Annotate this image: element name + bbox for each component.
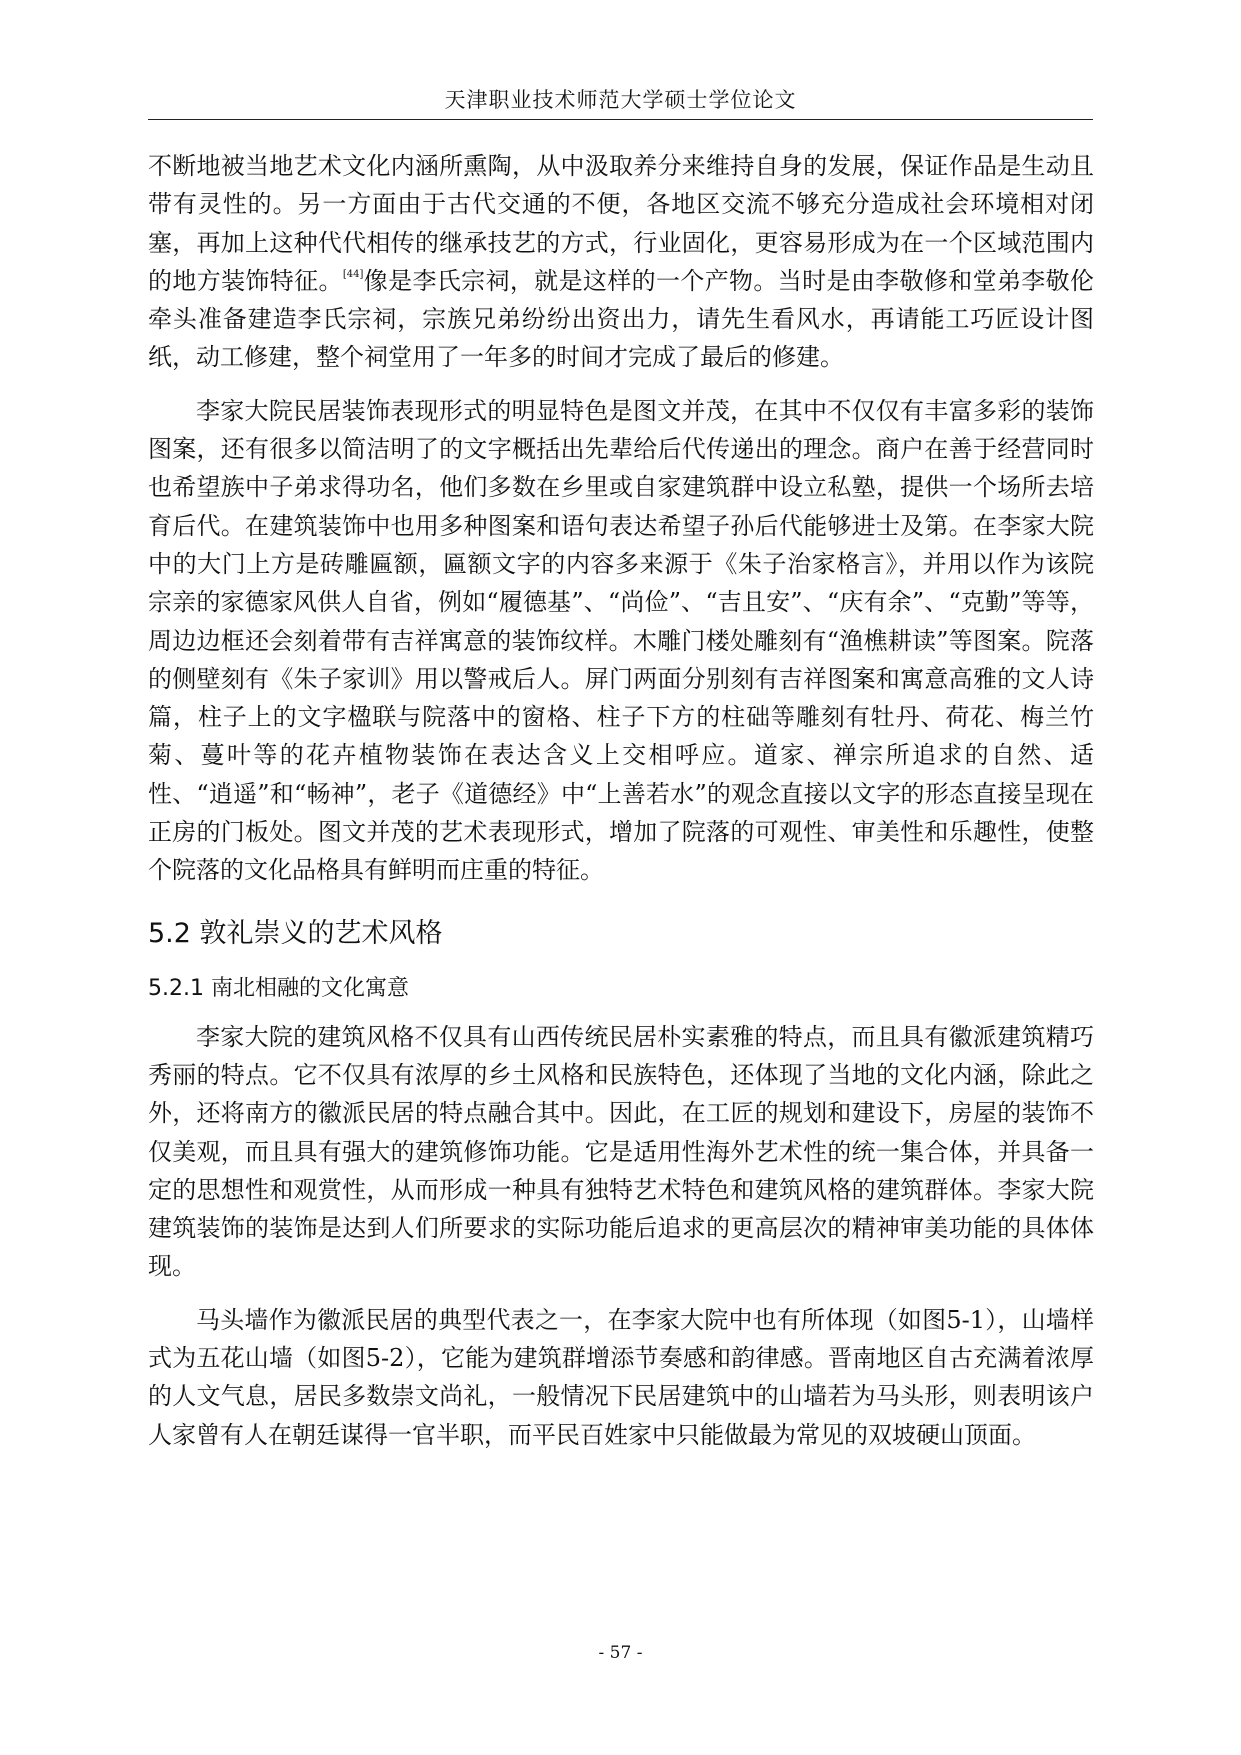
paragraph-1-part-1: 不断地被当地艺术文化内涵所熏陶，从中汲取养分来维持自身的发展，保证作品是生动且带有灵性的。另一方面由于古代交通的不便，各地区交流不够充分造成社会环境相对闭塞，再加上这种代代相传的继承技艺的方式，行业固化，更容易形成为在一个区域范围内的地方装饰特征。 [148,152,1094,295]
page-number: - 57 - [598,1643,643,1663]
paragraph-4: 马头墙作为徽派民居的典型代表之一，在李家大院中也有所体现（如图5-1），山墙样式为五花山墙（如图5-2），它能为建筑群增添节奏感和韵律感。晋南地区自古充满着浓厚的人文气息，居民多数崇文尚礼，一般情况下民居建筑中的山墙若为马头形，则表明该户人家曾有人在朝廷谋得一官半职，而平民百姓家中只能做最为常见的双坡硬山顶面。 [148,1305,1094,1449]
body-text [148,147,1094,1454]
paragraph-1-part-2: 像是李氏宗祠，就是这样的一个产物。当时是由李敬修和堂弟李敬伦牵头准备建造李氏宗祠，宗族兄弟纷纷出资出力，请先生看风水，再请能工巧匠设计图纸，动工修建，整个祠堂用了一年多的时间才完成了最后的修建。 [148,266,1095,372]
paragraph-3: 李家大院的建筑风格不仅具有山西传统民居朴实素雅的特点，而且具有徽派建筑精巧秀丽的特点。它不仅具有浓厚的乡土风格和民族特色，还体现了当地的文化内涵，除此之外，还将南方的徽派民居的特点融合其中。因此，在工匠的规划和建设下，房屋的装饰不仅美观，而且具有强大的建筑修饰功能。它是适用性海外艺术性的统一集合体，并具备一定的思想性和观赏性，从而形成一种具有独特艺术特色和建筑风格的建筑群体。李家大院建筑装饰的装饰是达到人们所要求的实际功能后追求的更高层次的精神审美功能的具体体现。 [148,1022,1094,1281]
running-header: 天津职业技术师范大学硕士学位论文 [444,88,797,112]
paragraph-2: 李家大院民居装饰表现形式的明显特色是图文并茂，在其中不仅仅有丰富多彩的装饰图案，还有很多以简洁明了的文字概括出先辈给后代传递出的理念。商户在善于经营同时也希望族中子弟求得功名，他们多数在乡里或自家建筑群中设立私塾，提供一个场所去培育后代。在建筑装饰中也用多种图案和语句表达希望子孙后代能够进士及第。在李家大院中的大门上方是砖雕匾额，匾额文字的内容多来源于《朱子治家格言》，并用以作为该院宗亲的家德家风供人自省，例如“履德基”、“尚俭”、“吉且安”、“庆有余”、“克勤”等等，周边边框还会刻着带有吉祥寓意的装饰纹样。木雕门楼处雕刻有“渔樵耕读”等图案。院落的侧壁刻有《朱子家训》用以警戒后人。屏门两面分别刻有吉祥图案和寓意高雅的文人诗篇，柱子上的文字楹联与院落中的窗格、柱子下方的柱础等雕刻有牡丹、荷花、梅兰竹菊、蔓叶等的花卉植物装饰在表达含义上交相呼应。道家、禅宗所追求的自然、适性、“逍遥”和“畅神”，老子《道德经》中“上善若水”的观念直接以文字的形态直接呈现在正房的门板处。图文并茂的艺术表现形式，增加了院落的可观性、审美性和乐趣性，使整个院落的文化品格具有鲜明而庄重的特征。 [148,396,1094,885]
header-rule [148,119,1093,120]
subsection-heading: 5.2.1 南北相融的文化寓意 [148,975,409,1001]
section-heading: 5.2 敦礼崇义的艺术风格 [148,917,443,949]
citation-44: [44] [342,268,364,280]
paragraph-1 [148,147,1094,377]
